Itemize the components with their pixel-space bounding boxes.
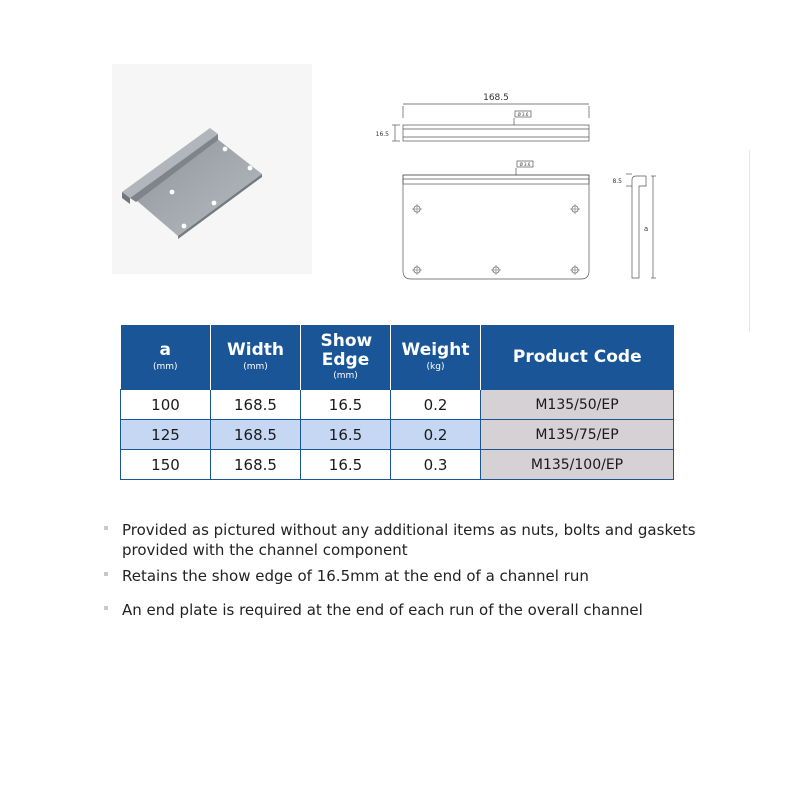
cell-weight: 0.2: [391, 390, 481, 420]
header-a: a (mm): [121, 325, 211, 390]
dim-lip-label: 8.5: [612, 178, 622, 185]
list-item: Provided as pictured without any additional items as nuts, bolts and gaskets provided with the channel component: [104, 520, 744, 560]
cell-a: 150: [121, 450, 211, 480]
table-row: [121, 450, 674, 480]
spec-table: [120, 325, 674, 480]
cell-product-code: M135/100/EP: [481, 450, 674, 480]
cell-show-edge: 16.5: [301, 450, 391, 480]
callout-front-label: Ø 3.6: [519, 162, 531, 167]
dimension-drawing: [370, 88, 670, 288]
cell-width: 168.5: [211, 390, 301, 420]
cell-a: 100: [121, 390, 211, 420]
dim-a-label: a: [643, 225, 649, 233]
dim-width-label: 168.5: [483, 93, 509, 103]
divider: [749, 150, 750, 332]
cell-width: 168.5: [211, 420, 301, 450]
list-item: An end plate is required at the end of each run of the overall channel: [104, 600, 744, 620]
cell-show-edge: 16.5: [301, 420, 391, 450]
table-row: [121, 390, 674, 420]
cell-a: 125: [121, 420, 211, 450]
header-show-edge: Show Edge (mm): [301, 325, 391, 390]
header-width: Width (mm): [211, 325, 301, 390]
feature-list: [104, 520, 744, 620]
bullet-square-icon: [104, 606, 108, 610]
cell-weight: 0.2: [391, 420, 481, 450]
technical-drawing: [370, 88, 670, 288]
bullet-square-icon: [104, 572, 108, 576]
cell-weight: 0.3: [391, 450, 481, 480]
product-photo: [112, 64, 312, 274]
table-header-row: [121, 325, 674, 390]
header-weight: Weight (kg): [391, 325, 481, 390]
header-product-code: Product Code: [481, 325, 674, 390]
bullet-square-icon: [104, 526, 108, 530]
cell-product-code: M135/50/EP: [481, 390, 674, 420]
cell-product-code: M135/75/EP: [481, 420, 674, 450]
cell-show-edge: 16.5: [301, 390, 391, 420]
table-row: [121, 420, 674, 450]
callout-top-label: Ø 3.6: [517, 112, 529, 117]
cell-width: 168.5: [211, 450, 301, 480]
list-item: Retains the show edge of 16.5mm at the end of a channel run: [104, 566, 744, 586]
dim-show-edge-label: 16.5: [375, 131, 389, 138]
end-plate-photo: [112, 64, 312, 274]
